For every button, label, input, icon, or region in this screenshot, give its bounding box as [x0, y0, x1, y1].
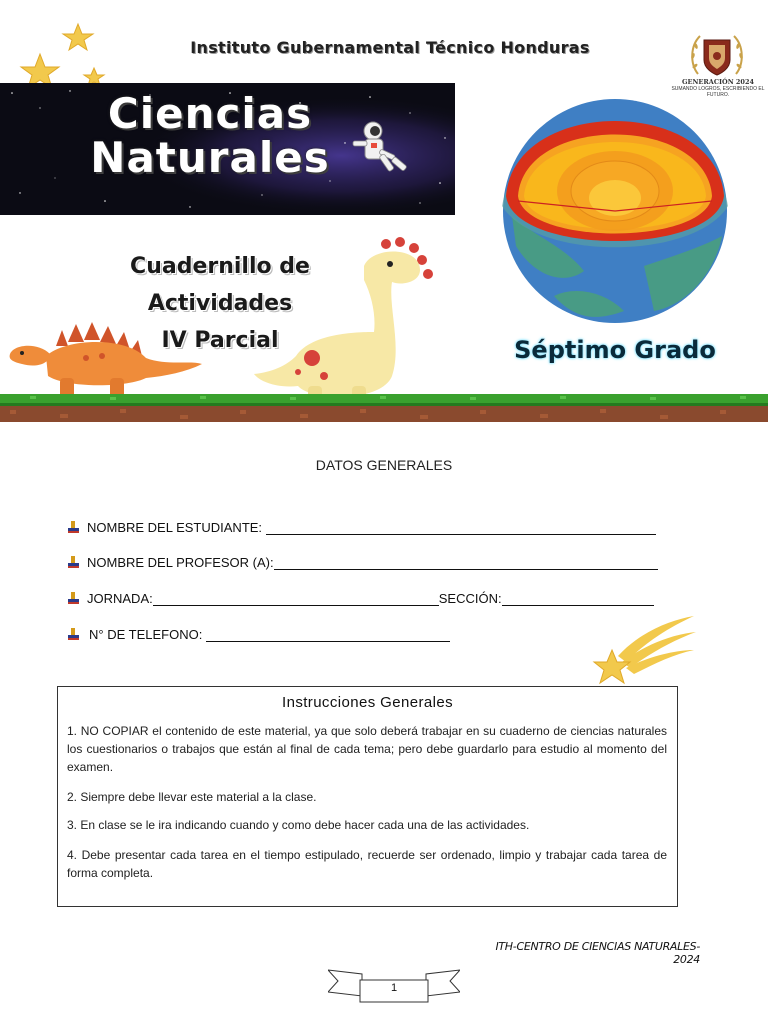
subtitle-line3: IV Parcial	[161, 328, 279, 353]
bullet-icon	[68, 628, 79, 640]
telefono-label: N° DE TELEFONO:	[89, 627, 203, 642]
seccion-label: SECCIÓN:	[438, 591, 502, 606]
student-name-label: NOMBRE DEL ESTUDIANTE:	[87, 520, 263, 535]
pixel-ground	[0, 394, 768, 422]
seccion-line[interactable]	[502, 591, 654, 606]
banner-title-line2: Naturales	[90, 133, 330, 182]
telefono-line[interactable]	[206, 627, 450, 642]
student-name-line[interactable]	[266, 520, 656, 535]
orange-dinosaur-icon	[6, 316, 206, 404]
page-number: 1	[390, 982, 398, 994]
banner-title-line1: Ciencias	[107, 89, 313, 138]
instructions-title: Instrucciones Generales	[282, 694, 453, 711]
teacher-name-label: NOMBRE DEL PROFESOR (A):	[87, 555, 274, 570]
subtitle-line2: Actividades	[147, 291, 293, 316]
logo-slogan: SUMANDO LOGROS, ESCRIBIENDO EL FUTURO.	[671, 86, 765, 98]
earth-layers-illustration	[494, 96, 736, 326]
bullet-icon	[68, 521, 79, 533]
jornada-seccion-field[interactable]	[68, 584, 654, 606]
student-name-field[interactable]	[68, 513, 656, 535]
instruction-item-2: 2. Siempre debe llevar este material a la clase.	[67, 790, 317, 804]
jornada-label: JORNADA:	[87, 591, 153, 606]
instruction-item-3: 3. En clase se le ira indicando cuando y como debe hacer cada una de las actividades.	[67, 818, 530, 832]
jornada-line[interactable]	[153, 591, 439, 606]
telefono-field[interactable]	[68, 620, 450, 642]
instruction-item-4: 4. Debe presentar cada tarea en el tiempo estipulado, recuerde ser ordenado, limpio y trabajar cada tarea de forma completa.	[67, 848, 667, 880]
instruction-item-1: 1. NO COPIAR el contenido de este material, ya que solo deberá trabajar en su cuaderno de ciencias naturales los cuestionarios o trabajos que están al final de cada tema; pero debe guardarlo para estudio al momento del examen.	[67, 724, 667, 774]
teacher-name-field[interactable]	[68, 548, 658, 570]
cream-dinosaur-icon	[252, 236, 442, 406]
datos-heading: DATOS GENERALES	[315, 457, 453, 473]
footer-note: ITH-CENTRO DE CIENCIAS NATURALES-2024	[495, 940, 700, 966]
bullet-icon	[68, 556, 79, 568]
institution-title: Instituto Gubernamental Técnico Honduras	[190, 38, 590, 57]
bullet-icon	[68, 592, 79, 604]
teacher-name-line[interactable]	[274, 555, 658, 570]
shooting-star-icon	[590, 612, 700, 686]
logo-caption: GENERACIÓN 2024	[681, 78, 755, 86]
banner-title	[0, 89, 420, 182]
grade-label: Séptimo Grado	[514, 336, 716, 364]
subtitle-line1: Cuadernillo de	[130, 254, 310, 279]
